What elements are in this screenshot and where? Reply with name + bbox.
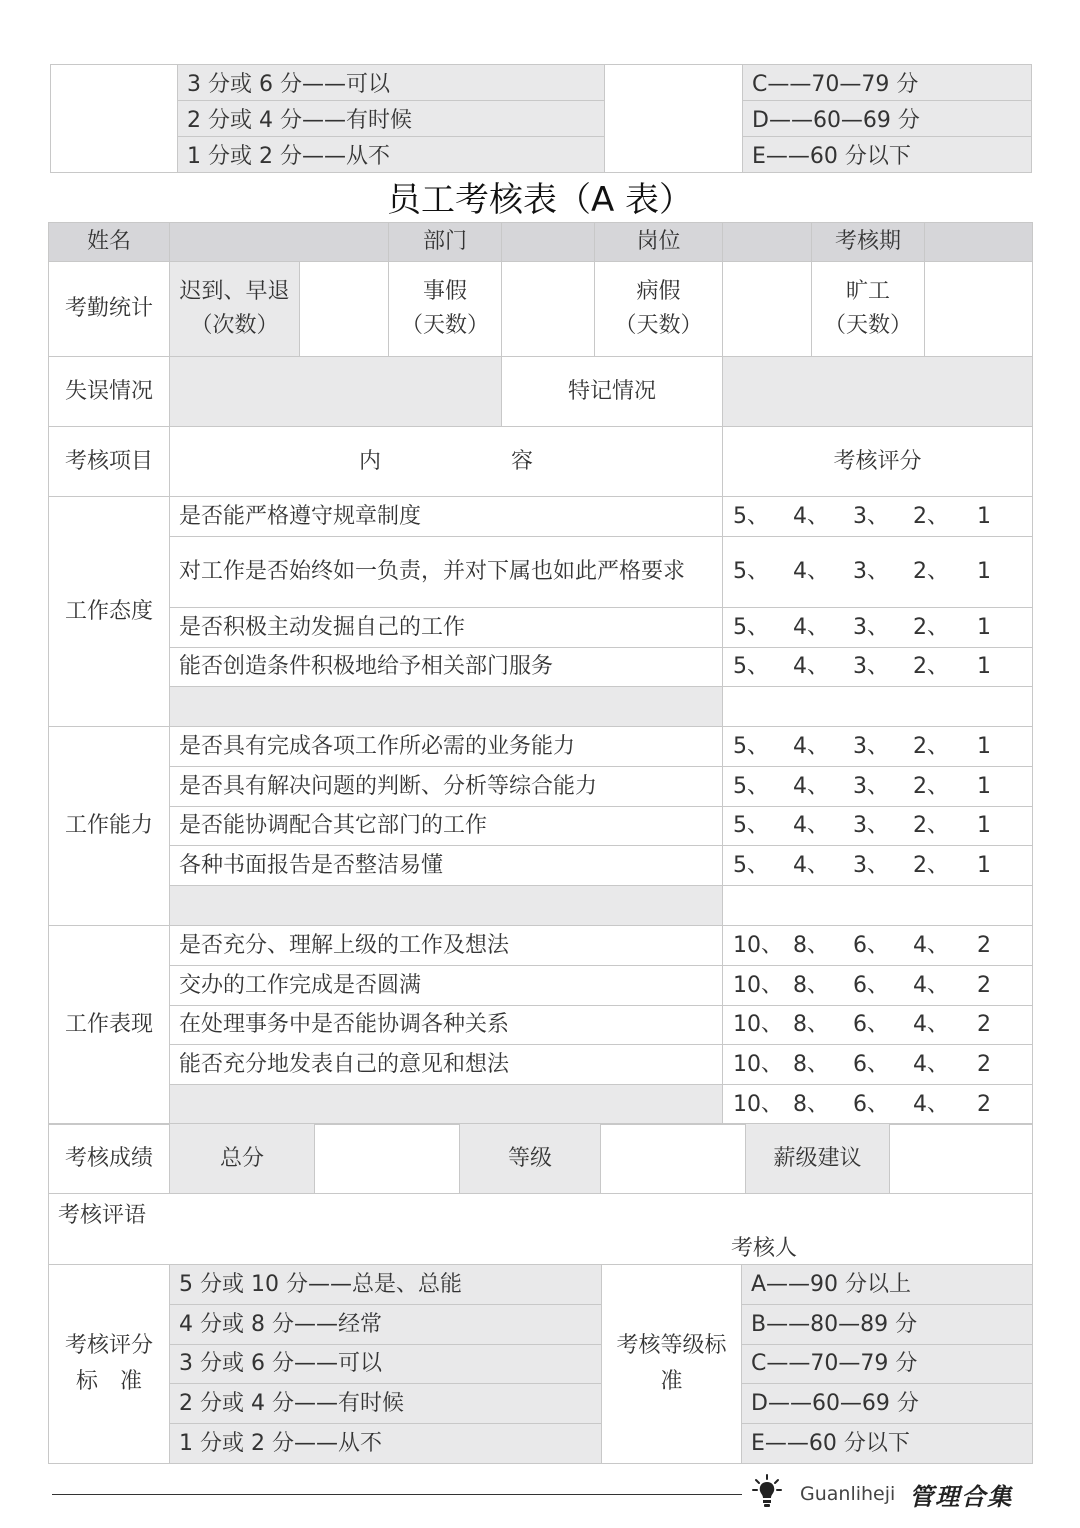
brand-chinese: 管理合集 <box>909 1481 1014 1511</box>
score-option[interactable]: 1 <box>977 614 991 640</box>
score-option[interactable]: 10、 <box>733 1012 783 1037</box>
score-option[interactable]: 3、 <box>853 654 889 679</box>
score-option[interactable]: 5、 <box>733 559 769 584</box>
standard-label-line: 考核评分 <box>64 1333 153 1358</box>
standards-table <box>48 1264 1033 1464</box>
score-options[interactable] <box>723 608 1033 648</box>
score-option[interactable]: 1 <box>977 813 991 838</box>
comments-box[interactable] <box>49 1194 1033 1265</box>
comments-label: 考核评语 <box>58 1203 147 1228</box>
criterion: 是否能严格遵守规章制度 <box>170 497 723 537</box>
criterion: 是否能协调配合其它部门的工作 <box>170 807 723 846</box>
score-option[interactable]: 3、 <box>853 559 889 584</box>
score-option[interactable]: 6、 <box>853 932 889 958</box>
score-option[interactable]: 3、 <box>853 614 889 640</box>
brand-english: Guanliheji <box>800 1483 896 1505</box>
score-option[interactable]: 10、 <box>733 972 783 998</box>
score-option[interactable]: 4、 <box>913 932 949 958</box>
standard-label-line: 标 准 <box>75 1369 142 1394</box>
blank-criterion[interactable] <box>170 1085 723 1125</box>
late-label <box>170 262 300 357</box>
content-column-header <box>170 427 723 497</box>
content-header-part: 容 <box>511 448 534 474</box>
score-option[interactable]: 1 <box>977 654 991 679</box>
score-options[interactable] <box>723 767 1033 807</box>
blank-score[interactable] <box>723 886 1033 926</box>
score-options[interactable] <box>723 1006 1033 1045</box>
score-option[interactable]: 4、 <box>793 503 829 529</box>
personal-leave-line: 事假 <box>422 279 467 304</box>
score-option[interactable]: 6、 <box>853 972 889 998</box>
scoring-row: 3 分或 6 分——可以 <box>170 1345 602 1384</box>
score-option[interactable]: 8、 <box>793 972 829 998</box>
blank-cell <box>605 65 743 173</box>
score-option[interactable]: 4、 <box>793 852 829 878</box>
attendance-label: 考勤统计 <box>49 262 170 357</box>
ability-label: 工作能力 <box>49 727 170 926</box>
late-label-unit: （次数） <box>190 313 279 338</box>
score-option[interactable]: 2 <box>977 1091 991 1117</box>
score-option[interactable]: 5、 <box>733 852 769 878</box>
salary-label: 薪级建议 <box>746 1124 890 1194</box>
evaluation-form <box>48 222 1033 1125</box>
grade-row: D——60—69 分 <box>742 1384 1033 1424</box>
score-option[interactable]: 8、 <box>793 932 829 958</box>
grade-row: E——60 分以下 <box>742 1424 1033 1464</box>
salary-field[interactable] <box>890 1124 1033 1194</box>
footer-rule <box>52 1494 742 1495</box>
personal-leave-label <box>389 262 502 357</box>
score-options[interactable] <box>723 846 1033 886</box>
score-option[interactable]: 10、 <box>733 1091 783 1117</box>
score-option[interactable]: 1 <box>977 852 991 878</box>
score-option[interactable]: 2、 <box>913 614 949 640</box>
score-options[interactable] <box>723 1085 1033 1125</box>
dept-label: 部门 <box>389 223 502 262</box>
period-label: 考核期 <box>812 223 925 262</box>
blank-criterion[interactable] <box>170 687 723 727</box>
criterion: 是否具有完成各项工作所必需的业务能力 <box>170 727 723 767</box>
late-label-line: 迟到、早退 <box>179 279 290 304</box>
results-table <box>48 1123 1033 1265</box>
criterion: 是否积极主动发掘自己的工作 <box>170 608 723 648</box>
special-field[interactable] <box>723 357 1033 427</box>
score-option[interactable]: 2、 <box>913 733 949 759</box>
grade-row: D——60—69 分 <box>743 101 1032 137</box>
criterion: 能否创造条件积极地给予相关部门服务 <box>170 648 723 687</box>
score-option[interactable]: 2 <box>977 972 991 998</box>
sick-leave-label <box>595 262 723 357</box>
score-option[interactable]: 2、 <box>913 773 949 799</box>
score-option[interactable]: 2 <box>977 1012 991 1037</box>
period-field[interactable] <box>925 223 1033 262</box>
score-option[interactable]: 4、 <box>793 813 829 838</box>
score-option[interactable]: 8、 <box>793 1051 829 1077</box>
score-option[interactable]: 6、 <box>853 1091 889 1117</box>
score-option[interactable]: 10、 <box>733 932 783 958</box>
sick-leave-unit: （天数） <box>614 313 703 338</box>
score-option[interactable]: 6、 <box>853 1012 889 1037</box>
post-field[interactable] <box>723 223 812 262</box>
score-option[interactable]: 3、 <box>853 733 889 759</box>
total-label: 总分 <box>170 1124 315 1194</box>
scoring-row: 3 分或 6 分——可以 <box>178 65 605 101</box>
results-label: 考核成绩 <box>49 1124 170 1194</box>
mistakes-field[interactable] <box>170 357 502 427</box>
score-option[interactable]: 4、 <box>793 559 829 584</box>
absent-line: 旷工 <box>845 279 890 304</box>
grade-label: 等级 <box>460 1124 601 1194</box>
score-option[interactable]: 2、 <box>913 813 949 838</box>
score-option[interactable]: 5、 <box>733 733 769 759</box>
score-column-header: 考核评分 <box>723 427 1033 497</box>
special-label: 特记情况 <box>502 357 723 427</box>
score-option[interactable]: 5、 <box>733 503 769 529</box>
score-option[interactable]: 2、 <box>913 654 949 679</box>
criterion: 对工作是否始终如一负责，并对下属也如此严格要求 <box>170 537 723 608</box>
score-options[interactable] <box>723 648 1033 687</box>
blank-score[interactable] <box>723 687 1033 727</box>
scoring-row: 1 分或 2 分——从不 <box>170 1424 602 1464</box>
name-field[interactable] <box>170 223 389 262</box>
score-option[interactable]: 4、 <box>793 614 829 640</box>
score-option[interactable]: 3、 <box>853 852 889 878</box>
score-option[interactable]: 10、 <box>733 1051 783 1077</box>
scoring-row: 2 分或 4 分——有时候 <box>178 101 605 137</box>
scoring-row: 1 分或 2 分——从不 <box>178 137 605 173</box>
score-option[interactable]: 4、 <box>793 733 829 759</box>
mistakes-label: 失误情况 <box>49 357 170 427</box>
grade-row: E——60 分以下 <box>743 137 1032 173</box>
grade-standard-label <box>602 1265 742 1464</box>
score-option[interactable]: 5、 <box>733 813 769 838</box>
criterion: 在处理事务中是否能协调各种关系 <box>170 1006 723 1045</box>
score-option[interactable]: 2 <box>977 932 991 958</box>
score-option[interactable]: 2、 <box>913 503 949 529</box>
late-field[interactable] <box>300 262 389 357</box>
score-options[interactable] <box>723 966 1033 1006</box>
personal-leave-field[interactable] <box>502 262 595 357</box>
criterion: 交办的工作完成是否圆满 <box>170 966 723 1006</box>
score-option[interactable]: 1 <box>977 559 991 584</box>
score-option[interactable]: 4、 <box>913 972 949 998</box>
score-options[interactable] <box>723 727 1033 767</box>
criterion: 是否充分、理解上级的工作及想法 <box>170 926 723 966</box>
score-option[interactable]: 5、 <box>733 614 769 640</box>
score-option[interactable]: 1 <box>977 733 991 759</box>
score-option[interactable]: 4、 <box>913 1051 949 1077</box>
score-option[interactable]: 8、 <box>793 1012 829 1037</box>
criterion: 各种书面报告是否整洁易懂 <box>170 846 723 886</box>
absent-field[interactable] <box>925 262 1033 357</box>
absent-label <box>812 262 925 357</box>
score-option[interactable]: 6、 <box>853 1051 889 1077</box>
scoring-row: 4 分或 8 分——经常 <box>170 1305 602 1345</box>
score-option[interactable]: 2、 <box>913 852 949 878</box>
lightbulb-icon <box>752 1474 782 1514</box>
score-option[interactable]: 3、 <box>853 813 889 838</box>
blank-cell <box>51 65 178 173</box>
total-field[interactable] <box>315 1124 460 1194</box>
score-option[interactable]: 1 <box>977 503 991 529</box>
score-options[interactable] <box>723 926 1033 966</box>
item-column-header: 考核项目 <box>49 427 170 497</box>
score-option[interactable]: 3、 <box>853 773 889 799</box>
reviewer-label: 考核人 <box>731 1236 798 1261</box>
post-label: 岗位 <box>595 223 723 262</box>
score-option[interactable]: 2 <box>977 1051 991 1077</box>
grade-row: A——90 分以上 <box>742 1265 1033 1305</box>
performance-label: 工作表现 <box>49 926 170 1125</box>
score-option[interactable]: 4、 <box>793 654 829 679</box>
score-option[interactable]: 4、 <box>913 1091 949 1117</box>
content-header-part: 内 <box>358 448 381 474</box>
sick-leave-field[interactable] <box>723 262 812 357</box>
footer-brand <box>752 1472 1013 1516</box>
score-options[interactable] <box>723 1045 1033 1085</box>
score-options[interactable] <box>723 537 1033 608</box>
score-option[interactable]: 2、 <box>913 559 949 584</box>
attitude-label: 工作态度 <box>49 497 170 727</box>
score-option[interactable]: 4、 <box>913 1012 949 1037</box>
score-options[interactable] <box>723 497 1033 537</box>
grade-standard-label-line: 考核等级标 <box>616 1333 727 1358</box>
score-option[interactable]: 8、 <box>793 1091 829 1117</box>
scoring-row: 2 分或 4 分——有时候 <box>170 1384 602 1424</box>
score-options[interactable] <box>723 807 1033 846</box>
sick-leave-line: 病假 <box>636 279 681 304</box>
standard-label <box>49 1265 170 1464</box>
grade-row: B——80—89 分 <box>742 1305 1033 1345</box>
criterion: 能否充分地发表自己的意见和想法 <box>170 1045 723 1085</box>
absent-unit: （天数） <box>823 313 912 338</box>
grade-standard-label-line: 准 <box>660 1369 683 1394</box>
personal-leave-unit: （天数） <box>400 313 489 338</box>
name-label: 姓名 <box>49 223 170 262</box>
criterion: 是否具有解决问题的判断、分析等综合能力 <box>170 767 723 807</box>
page-title: 员工考核表（A 表） <box>386 180 694 220</box>
score-option[interactable]: 1 <box>977 773 991 799</box>
score-option[interactable]: 5、 <box>733 773 769 799</box>
dept-field[interactable] <box>502 223 595 262</box>
grade-row: C——70—79 分 <box>743 65 1032 101</box>
grade-field[interactable] <box>601 1124 746 1194</box>
blank-criterion[interactable] <box>170 886 723 926</box>
score-option[interactable]: 5、 <box>733 654 769 679</box>
score-option[interactable]: 3、 <box>853 503 889 529</box>
scoring-row: 5 分或 10 分——总是、总能 <box>170 1265 602 1305</box>
top-partial-table <box>50 64 1032 173</box>
grade-row: C——70—79 分 <box>742 1345 1033 1384</box>
score-option[interactable]: 4、 <box>793 773 829 799</box>
